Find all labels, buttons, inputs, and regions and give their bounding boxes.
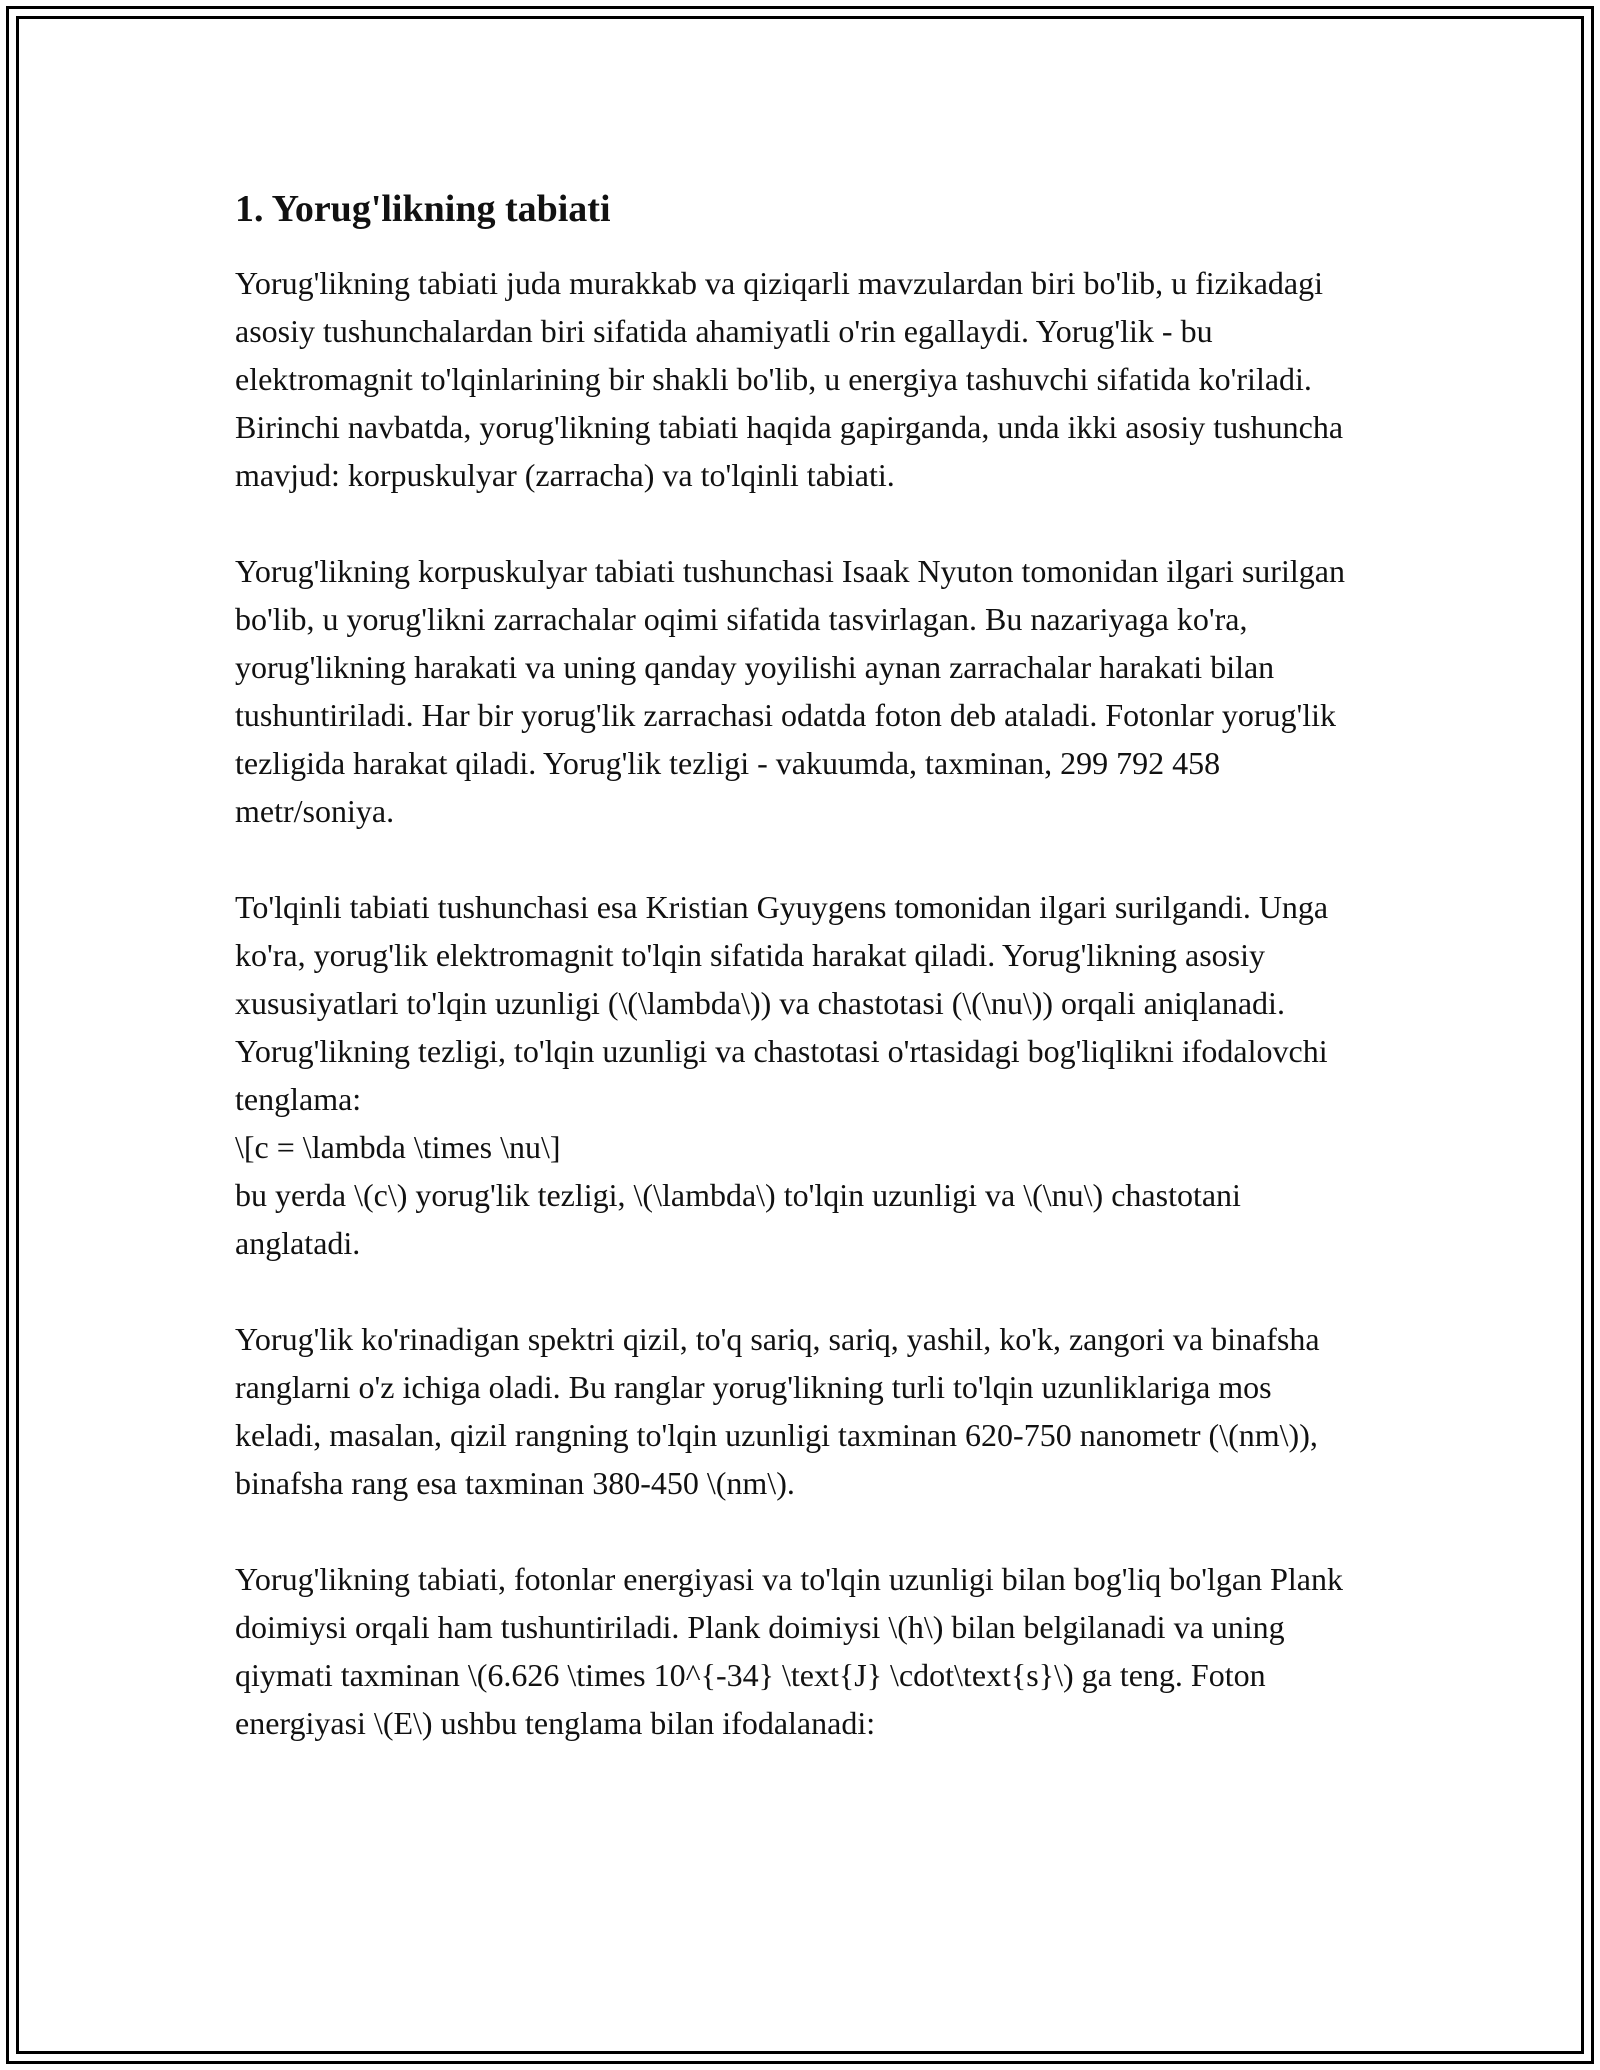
paragraph-wave: To'lqinli tabiati tushunchasi esa Kristian Gyuygens tomonidan ilgari surilgandi. Unga ko'ra, yorug'lik elektromagnit to'lqin sifatida harakat qiladi. Yorug'likning asosiy xususiyatlari to'lqin uzunligi (\(\lambda\)) va chastotasi (\(\nu\)) orqali aniqlanadi. Yorug'likning tezligi, to'lqin uzunligi va chastotasi o'rtasidagi bog'liqlikni ifodalovchi tenglama: \[c = \lambda \times \nu\] bu yerda \(c\) yorug'lik tezligi, \(\lambda\) to'lqin uzunligi va \(\nu\) chastotani anglatadi. bbox=[235, 889, 1329, 1261]
document-body bbox=[235, 185, 1365, 1747]
paragraph-spectrum: Yorug'lik ko'rinadigan spektri qizil, to'q sariq, sariq, yashil, ko'k, zangori va binafsha ranglarni o'z ichiga oladi. Bu ranglar yorug'likning turli to'lqin uzunliklariga mos keladi, masalan, qizil rangning to'lqin uzunligi taxminan 620-750 nanometr (\(nm\)), binafsha rang esa taxminan 380-450 \(nm\). bbox=[235, 1321, 1320, 1501]
section-heading: 1. Yorug'likning tabiati bbox=[235, 188, 611, 230]
paragraph-planck: Yorug'likning tabiati, fotonlar energiyasi va to'lqin uzunligi bilan bog'liq bo'lgan Plank doimiysi orqali ham tushuntiriladi. Plank doimiysi \(h\) bilan belgilanadi va uning qiymati taxminan \(6.626 \times 10^{-34} \text{J} \cdot\text{s}\) ga teng. Foton energiyasi \(E\) ushbu tenglama bilan ifodalanadi: bbox=[235, 1561, 1343, 1741]
paragraph-intro: Yorug'likning tabiati juda murakkab va qiziqarli mavzulardan biri bo'lib, u fizikadagi asosiy tushunchalardan biri sifatida ahamiyatli o'rin egallaydi. Yorug'lik - bu elektromagnit to'lqinlarining bir shakli bo'lib, u energiya tashuvchi sifatida ko'riladi. Birinchi navbatda, yorug'likning tabiati haqida gapirganda, unda ikki asosiy tushuncha mavjud: korpuskulyar (zarracha) va to'lqinli tabiati. bbox=[235, 265, 1344, 493]
paragraph-corpuscular: Yorug'likning korpuskulyar tabiati tushunchasi Isaak Nyuton tomonidan ilgari surilgan bo'lib, u yorug'likni zarrachalar oqimi sifatida tasvirlagan. Bu nazariyaga ko'ra, yorug'likning harakati va uning qanday yoyilishi aynan zarrachalar harakati bilan tushuntiriladi. Har bir yorug'lik zarrachasi odatda foton deb ataladi. Fotonlar yorug'lik tezligida harakat qiladi. Yorug'lik tezligi - vakuumda, taxminan, 299 792 458 metr/soniya. bbox=[235, 553, 1345, 829]
